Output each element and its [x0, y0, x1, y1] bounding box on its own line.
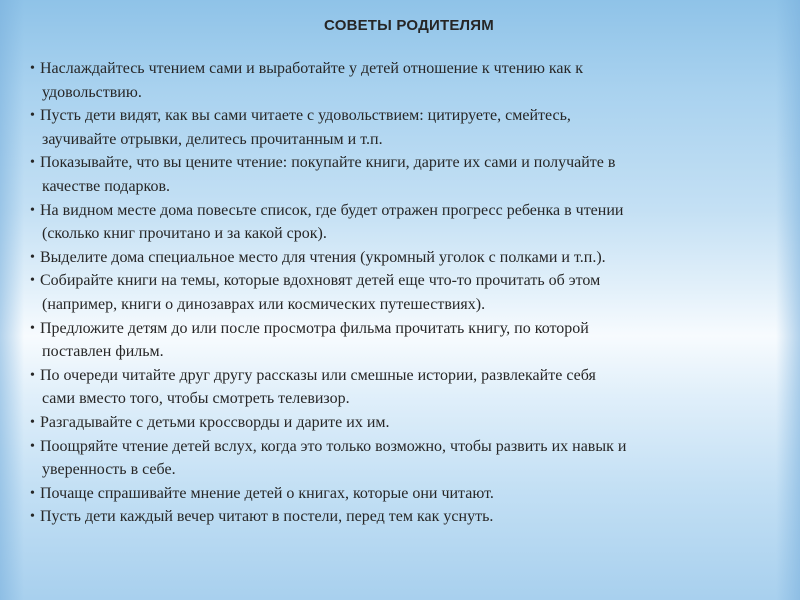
bullet-icon: • [30, 273, 35, 289]
tip-line: Разгадывайте с детьми кроссворды и дарите их им. [40, 413, 390, 431]
tip-line: Выделите дома специальное место для чтения (укромный уголок с полками и т.п.). [40, 248, 606, 266]
slide-content [30, 16, 778, 529]
tip-item [30, 411, 778, 435]
tip-item [30, 435, 778, 482]
tips-list [30, 57, 778, 529]
slide-edge-right [776, 0, 800, 600]
bullet-icon: • [30, 414, 35, 430]
bullet-icon: • [30, 485, 35, 501]
tip-line: Показывайте, что вы цените чтение: покупайте книги, дарите их сами и получайте в [40, 154, 616, 172]
tip-line: Собирайте книги на темы, которые вдохновят детей еще что-то прочитать об этом [40, 272, 601, 290]
bullet-icon: • [30, 155, 35, 171]
tip-item [30, 246, 778, 270]
tip-item [30, 317, 778, 364]
bullet-icon: • [30, 202, 35, 218]
tip-line: поставлен фильм. [42, 343, 164, 361]
slide-edge-left [0, 0, 24, 600]
tip-item [30, 364, 778, 411]
tip-line: сами вместо того, чтобы смотреть телевизор. [42, 390, 350, 408]
tip-line: заучивайте отрывки, делитесь прочитанным и т.п. [42, 130, 383, 148]
bullet-icon: • [30, 108, 35, 124]
tip-item [30, 104, 778, 151]
tip-line: качестве подарков. [42, 177, 171, 195]
tip-line: Пусть дети видят, как вы сами читаете с удовольствием: цитируете, смейтесь, [40, 107, 571, 125]
tip-item [30, 199, 778, 246]
tip-item [30, 151, 778, 198]
tip-line: Почаще спрашивайте мнение детей о книгах, которые они читают. [40, 484, 494, 502]
tip-item [30, 57, 778, 104]
bullet-icon: • [30, 438, 35, 454]
tip-line: уверенность в себе. [42, 461, 176, 479]
tip-line: (сколько книг прочитано и за какой срок). [42, 225, 327, 243]
bullet-icon: • [30, 320, 35, 336]
tip-line: Предложите детям до или после просмотра фильма прочитать книгу, по которой [40, 319, 589, 337]
tip-line: На видном месте дома повесьте список, где будет отражен прогресс ребенка в чтении [40, 201, 624, 219]
tip-item [30, 505, 778, 529]
tip-line: (например, книги о динозаврах или космических путешествиях). [42, 295, 486, 313]
bullet-icon: • [30, 249, 35, 265]
slide-title: СОВЕТЫ РОДИТЕЛЯМ [324, 17, 494, 34]
tip-line: удовольствию. [42, 83, 142, 101]
tip-item [30, 269, 778, 316]
bullet-icon: • [30, 509, 35, 525]
tip-line: По очереди читайте друг другу рассказы или смешные истории, развлекайте себя [40, 366, 596, 384]
tip-line: Наслаждайтесь чтением сами и выработайте у детей отношение к чтению как к [40, 60, 584, 77]
bullet-icon: • [30, 61, 35, 76]
tip-line: Поощряйте чтение детей вслух, когда это только возможно, чтобы развить их навык и [40, 437, 627, 455]
tip-line: Пусть дети каждый вечер читают в постели, перед тем как уснуть. [40, 508, 494, 526]
tip-item [30, 482, 778, 506]
bullet-icon: • [30, 367, 35, 383]
